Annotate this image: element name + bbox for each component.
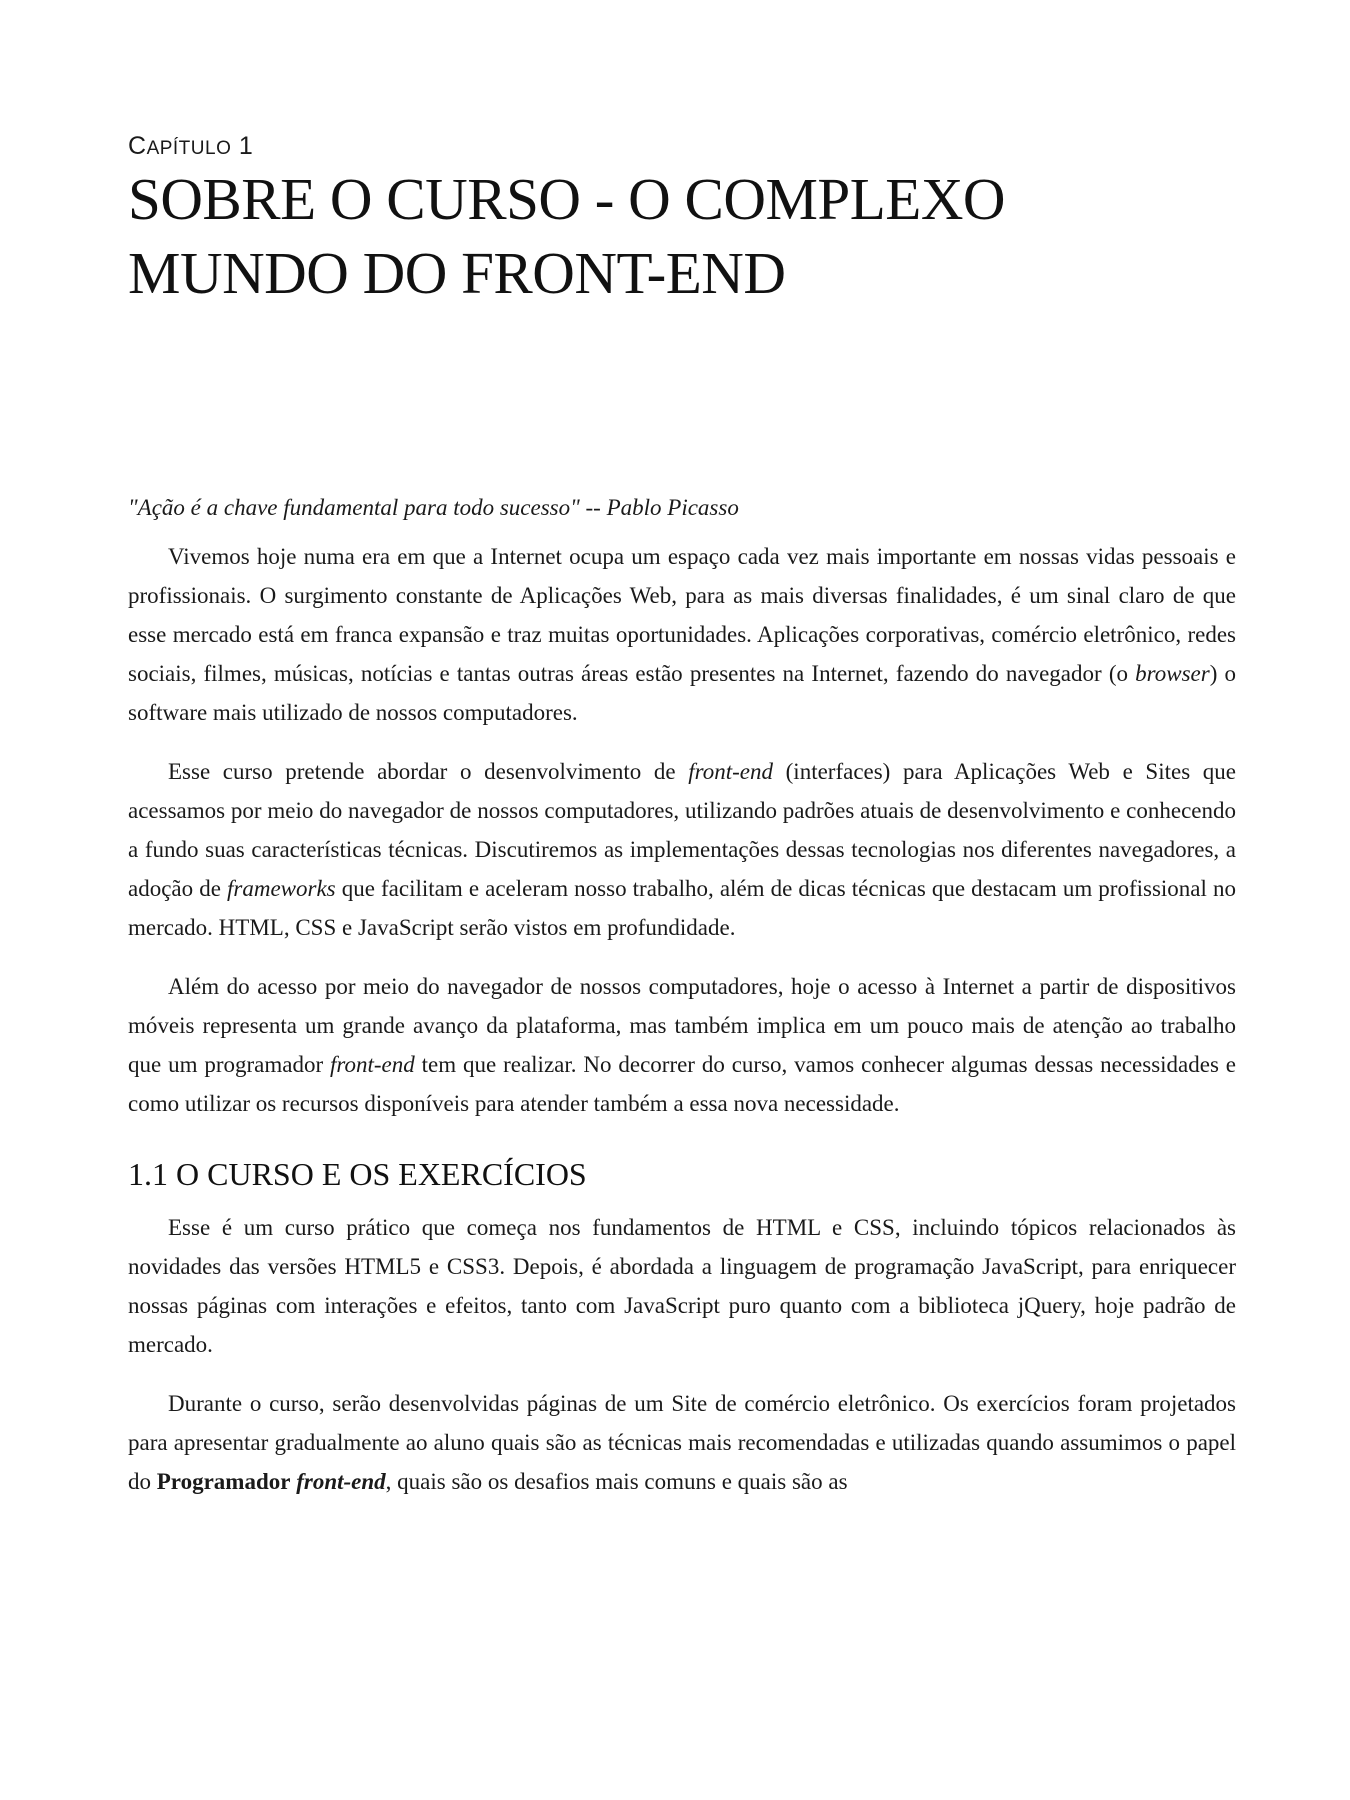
chapter-title: SOBRE O CURSO - O COMPLEXO MUNDO DO FRONT-END [128,166,1006,306]
emphasis-browser: browser [1135,661,1210,686]
text-run: tem que realizar. No decorrer do curso, vamos conhecer algumas dessas necessidades e como utilizar os recursos disponíveis para atender também a essa nova necessidade. [128,1052,1236,1116]
text-run: Durante o curso, serão desenvolvidas páginas de um Site de comércio eletrônico. Os exercícios foram projetados para apresentar gradualmente ao aluno quais são as técnicas mais recomendadas e utilizadas quando assumimos o papel do [128,1391,1236,1494]
chapter-label-initial: C [128,132,147,160]
chapter-label [128,132,253,161]
epigraph [128,488,1236,527]
epigraph-quote: "Ação é a chave fundamental para todo sucesso" [128,495,580,520]
text-run: Vivemos hoje numa era em que a Internet ocupa um espaço cada vez mais importante em nossas vidas pessoais e profissionais. O surgimento constante de Aplicações Web, para as mais diversas finalidades, é um sinal claro de que esse mercado está em franca expansão e traz muitas oportunidades. Aplicações corporativas, comércio eletrônico, redes sociais, filmes, músicas, notícias e tantas outras áreas estão presentes na Internet, fazendo do navegador (o [128,544,1236,686]
strong-emphasis-front-end: front-end [296,1469,386,1494]
text-run: (interfaces) para Aplicações Web e Sites que acessamos por meio do navegador de nossos computadores, utilizando padrões atuais de desenvolvimento e conhecendo a fundo suas características técnicas. Discutiremos as implementações dessas tecnologias nos diferentes navegadores, a adoção de [128,759,1236,901]
epigraph-author: Pablo Picasso [606,495,739,520]
text-run: Esse curso pretende abordar o desenvolvimento de [168,759,689,784]
chapter-label-rest: APÍTULO [146,138,232,159]
text-run: que facilitam e aceleram nosso trabalho, além de dicas técnicas que destacam um profissional no mercado. HTML, CSS e JavaScript serão vistos em profundidade. [128,876,1236,940]
strong-programador: Programador [156,1469,291,1494]
emphasis-front-end: front-end [330,1052,415,1077]
intro-paragraph-1 [128,537,1236,732]
section-paragraph-2 [128,1384,1236,1501]
text-run: , quais são os desafios mais comuns e quais são as [385,1469,848,1494]
text-run: Além do acesso por meio do navegador de nossos computadores, hoje o acesso à Internet a partir de dispositivos móveis representa um grande avanço da plataforma, mas também implica em um pouco mais de atenção ao trabalho que um programador [128,974,1236,1077]
intro-paragraph-2 [128,752,1236,947]
body-text [128,488,1236,1521]
emphasis-front-end: front-end [688,759,773,784]
section-heading: 1.1 O CURSO E OS EXERCÍCIOS [128,1156,587,1192]
intro-paragraph-3 [128,967,1236,1123]
emphasis-frameworks: frameworks [227,876,336,901]
section-paragraph-1: Esse é um curso prático que começa nos fundamentos de HTML e CSS, incluindo tópicos relacionados às novidades das versões HTML5 e CSS3. Depois, é abordada a linguagem de programação JavaScript, para enriquecer nossas páginas com interações e efeitos, tanto com JavaScript puro quanto com a biblioteca jQuery, hoje padrão de mercado. [128,1215,1236,1357]
chapter-number: 1 [238,132,254,160]
text-run: ) o software mais utilizado de nossos computadores. [128,661,1236,725]
epigraph-separator: -- [579,495,607,520]
